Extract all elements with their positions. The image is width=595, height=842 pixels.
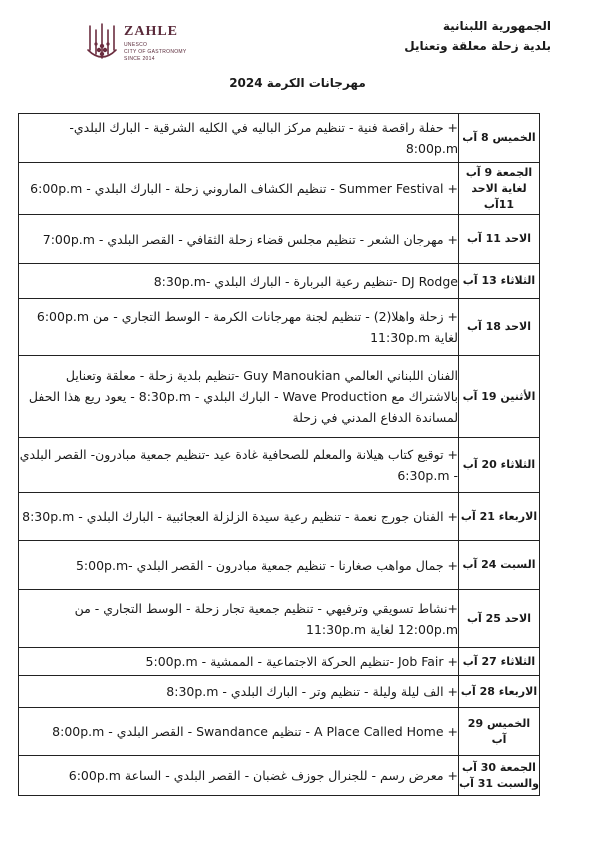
page-header [0,0,595,95]
event-day: الجمعة 9 آب لغاية الاحد 11آب [459,163,540,215]
republic-name: الجمهورية اللبنانية [442,19,551,33]
zahle-logo-icon [80,20,126,66]
event-description: + الف ليلة وليلة - تنظيم وتر - البارك البلدي - 8:30p.m [19,676,459,708]
event-description: DJ Rodge -تنظيم رعية البربارة - البارك البلدي -8:30p.m [19,264,459,299]
table-row [19,438,540,493]
event-day: الثلاثاء 13 آب [459,264,540,299]
table-row [19,299,540,356]
page-title: مهرجانات الكرمة 2024 [229,76,366,90]
logo-brand: ZAHLE [124,24,179,39]
government-heading [404,16,551,56]
table-row [19,215,540,264]
table-row [19,493,540,541]
event-day: الاحد 18 آب [459,299,540,356]
logo-tag-gastronomy: CITY OF GASTRONOMY [124,49,187,55]
event-day: السبت 24 آب [459,541,540,590]
event-day: الجمعة 30 آب والسبت 31 آب [459,756,540,796]
table-row [19,114,540,163]
event-day: الثلاثاء 20 آب [459,438,540,493]
logo-tag-unesco: UNESCO [124,42,148,48]
event-day: الخميس 29 آب [459,708,540,756]
table-row [19,163,540,215]
event-day: الخميس 8 آب [459,114,540,163]
municipality-name: بلدية زحلة معلقة وتعنايل [404,39,551,53]
table-row [19,541,540,590]
event-day: الأثنين 19 آب [459,356,540,438]
event-day: الاربعاء 28 آب [459,676,540,708]
table-row [19,648,540,676]
event-description: الفنان اللبناني العالمي Guy Manoukian -تنظيم بلدية زحلة - معلقة وتعنايل بالاشتراك مع Wave Production - البارك البلدي - 8:30p.m - يعود ريع هذا الحفل لمساندة الدفاع المدني في زحلة [19,356,459,438]
table-row [19,676,540,708]
event-day: الثلاثاء 27 آب [459,648,540,676]
event-day: الاحد 25 آب [459,590,540,648]
event-description: + Job Fair -تنظيم الحركة الاجتماعية - الممشية - 5:00p.m [19,648,459,676]
event-description: +نشاط تسويقي وترفيهي - تنظيم جمعية تجار زحلة - الوسط التجاري - من 12:00p.m لغاية 11:30p.m [19,590,459,648]
event-day: الاربعاء 21 آب [459,493,540,541]
festival-schedule-table [18,113,540,796]
logo-tag-since: SINCE 2014 [124,56,155,62]
event-description: + زحلة واهلا(2) - تنظيم لجنة مهرجانات الكرمة - الوسط التجاري - من 6:00p.m لغاية 11:30p.m [19,299,459,356]
table-row [19,356,540,438]
event-description: + توقيع كتاب هيلانة والمعلم للصحافية غادة عيد -تنظيم جمعية مبادرون- القصر البلدي - 6:30p.m [19,438,459,493]
table-row [19,756,540,796]
table-row [19,708,540,756]
event-day: الاحد 11 آب [459,215,540,264]
event-description: + حفلة راقصة فنية - تنظيم مركز الباليه في الكليه الشرقية - البارك البلدي- 8:00p.m [19,114,459,163]
event-description: + الفنان جورج نعمة - تنظيم رعية سيدة الزلزلة العجائبية - البارك البلدي - 8:30p.m [19,493,459,541]
event-description: + معرض رسم - للجنرال جوزف غضبان - القصر البلدي - الساعة 6:00p.m [19,756,459,796]
table-row [19,590,540,648]
table-row [19,264,540,299]
event-description: + مهرجان الشعر - تنظيم مجلس قضاء زحلة الثقافي - القصر البلدي - 7:00p.m [19,215,459,264]
event-description: + A Place Called Home - تنظيم Swandance - القصر البلدي - 8:00p.m [19,708,459,756]
zahle-logo [80,20,190,72]
event-description: + جمال مواهب صغارنا - تنظيم جمعية مبادرون - القصر البلدي -5:00p.m [19,541,459,590]
event-description: + Summer Festival - تنظيم الكشاف الماروني زحلة - البارك البلدي - 6:00p.m [19,163,459,215]
